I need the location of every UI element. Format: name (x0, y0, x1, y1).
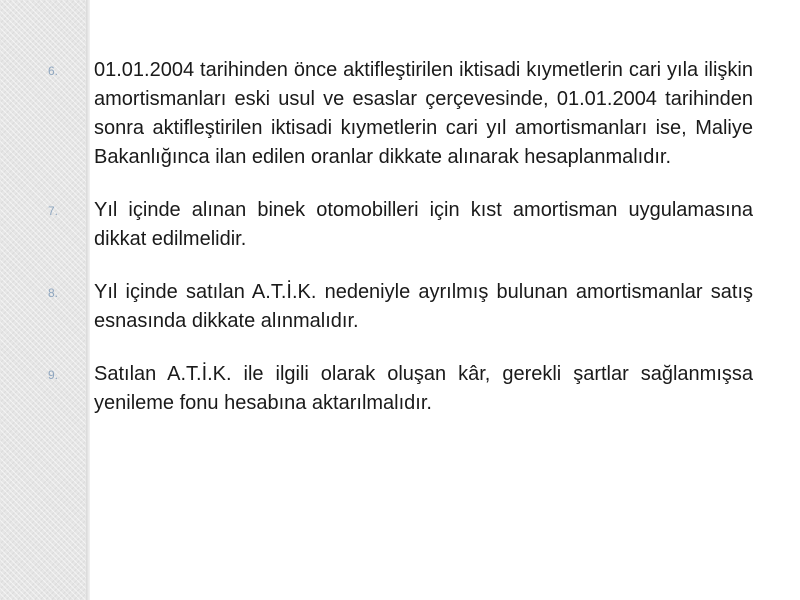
list-item-8 (40, 278, 753, 336)
list-item-7 (40, 196, 753, 254)
list-item-number: 9. (48, 368, 59, 382)
list-item-6 (40, 56, 753, 172)
list-item-number: 6. (48, 64, 59, 78)
list-item-text: Satılan A.T.İ.K. ile ilgili olarak oluşan kâr, gerekli şartlar sağlanmışsa yenileme fonu hesabına aktarılmalıdır. (94, 363, 753, 414)
list-item-text: Yıl içinde satılan A.T.İ.K. nedeniyle ayrılmış bulunan amortismanlar satış esnasında dikkate alınmalıdır. (94, 281, 753, 332)
list-item-number: 8. (48, 286, 59, 300)
numbered-list (40, 56, 753, 442)
list-item-text: Yıl içinde alınan binek otomobilleri için kıst amortisman uygulamasına dikkat edilmelidir. (94, 199, 753, 250)
list-item-9 (40, 360, 753, 418)
list-item-text: 01.01.2004 tarihinden önce aktifleştirilen iktisadi kıymetlerin cari yıla ilişkin amortismanları eski usul ve esaslar çerçevesinde, 01.01.2004 tarihinden sonra aktifleştirilen iktisadi kıymetlerin cari yıl amortismanları ise, Maliye Bakanlığınca ilan edilen oranlar dikkate alınarak hesaplanmalıdır. (94, 59, 753, 168)
list-item-number: 7. (48, 204, 59, 218)
